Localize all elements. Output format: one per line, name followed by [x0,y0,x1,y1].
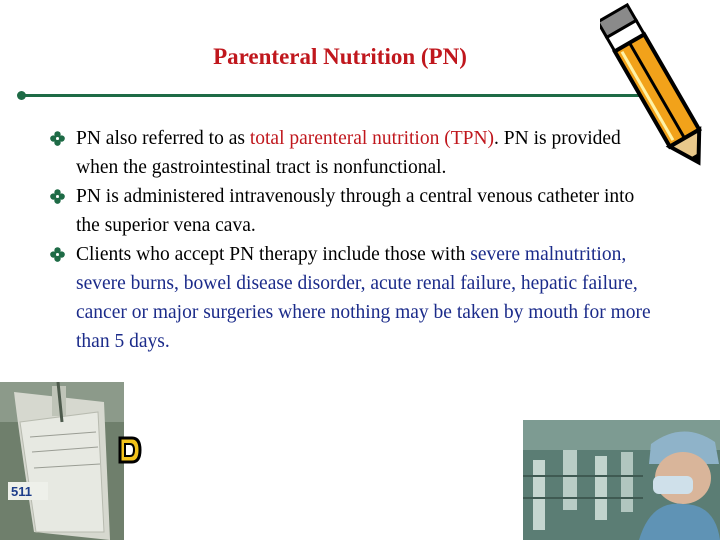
bullet-item [50,240,660,356]
bullet-text: Clients who accept PN therapy include those with [76,244,471,265]
clipart-fragment [118,436,142,464]
divider-end-left [17,91,26,100]
title-divider [22,94,662,97]
bullet-diamond-icon [50,247,65,262]
nurse-photo [523,420,720,540]
iv-bag-photo [0,382,124,540]
bullet-item [50,182,660,240]
slide-title: Parenteral Nutrition (PN) [213,44,467,69]
bullet-highlight: total parenteral nutrition (TPN) [249,128,495,149]
bag-label: 511 [11,484,32,499]
bullet-text: PN is administered intravenously through a central venous catheter into the superior vena cava. [76,186,635,236]
bullet-diamond-icon [50,189,65,204]
bullet-item [50,124,660,182]
bullet-diamond-icon [50,131,65,146]
bullet-list [50,124,660,356]
bullet-highlight: severe malnutrition, severe burns, bowel disease disorder, acute renal failure, hepatic failure, cancer or major surgeries where nothing may be taken by mouth for more than 5 days. [76,244,651,352]
bullet-text: . PN is provided when the gastrointestinal tract is nonfunctional. [76,128,621,178]
bullet-text: PN also referred to as [76,128,250,149]
